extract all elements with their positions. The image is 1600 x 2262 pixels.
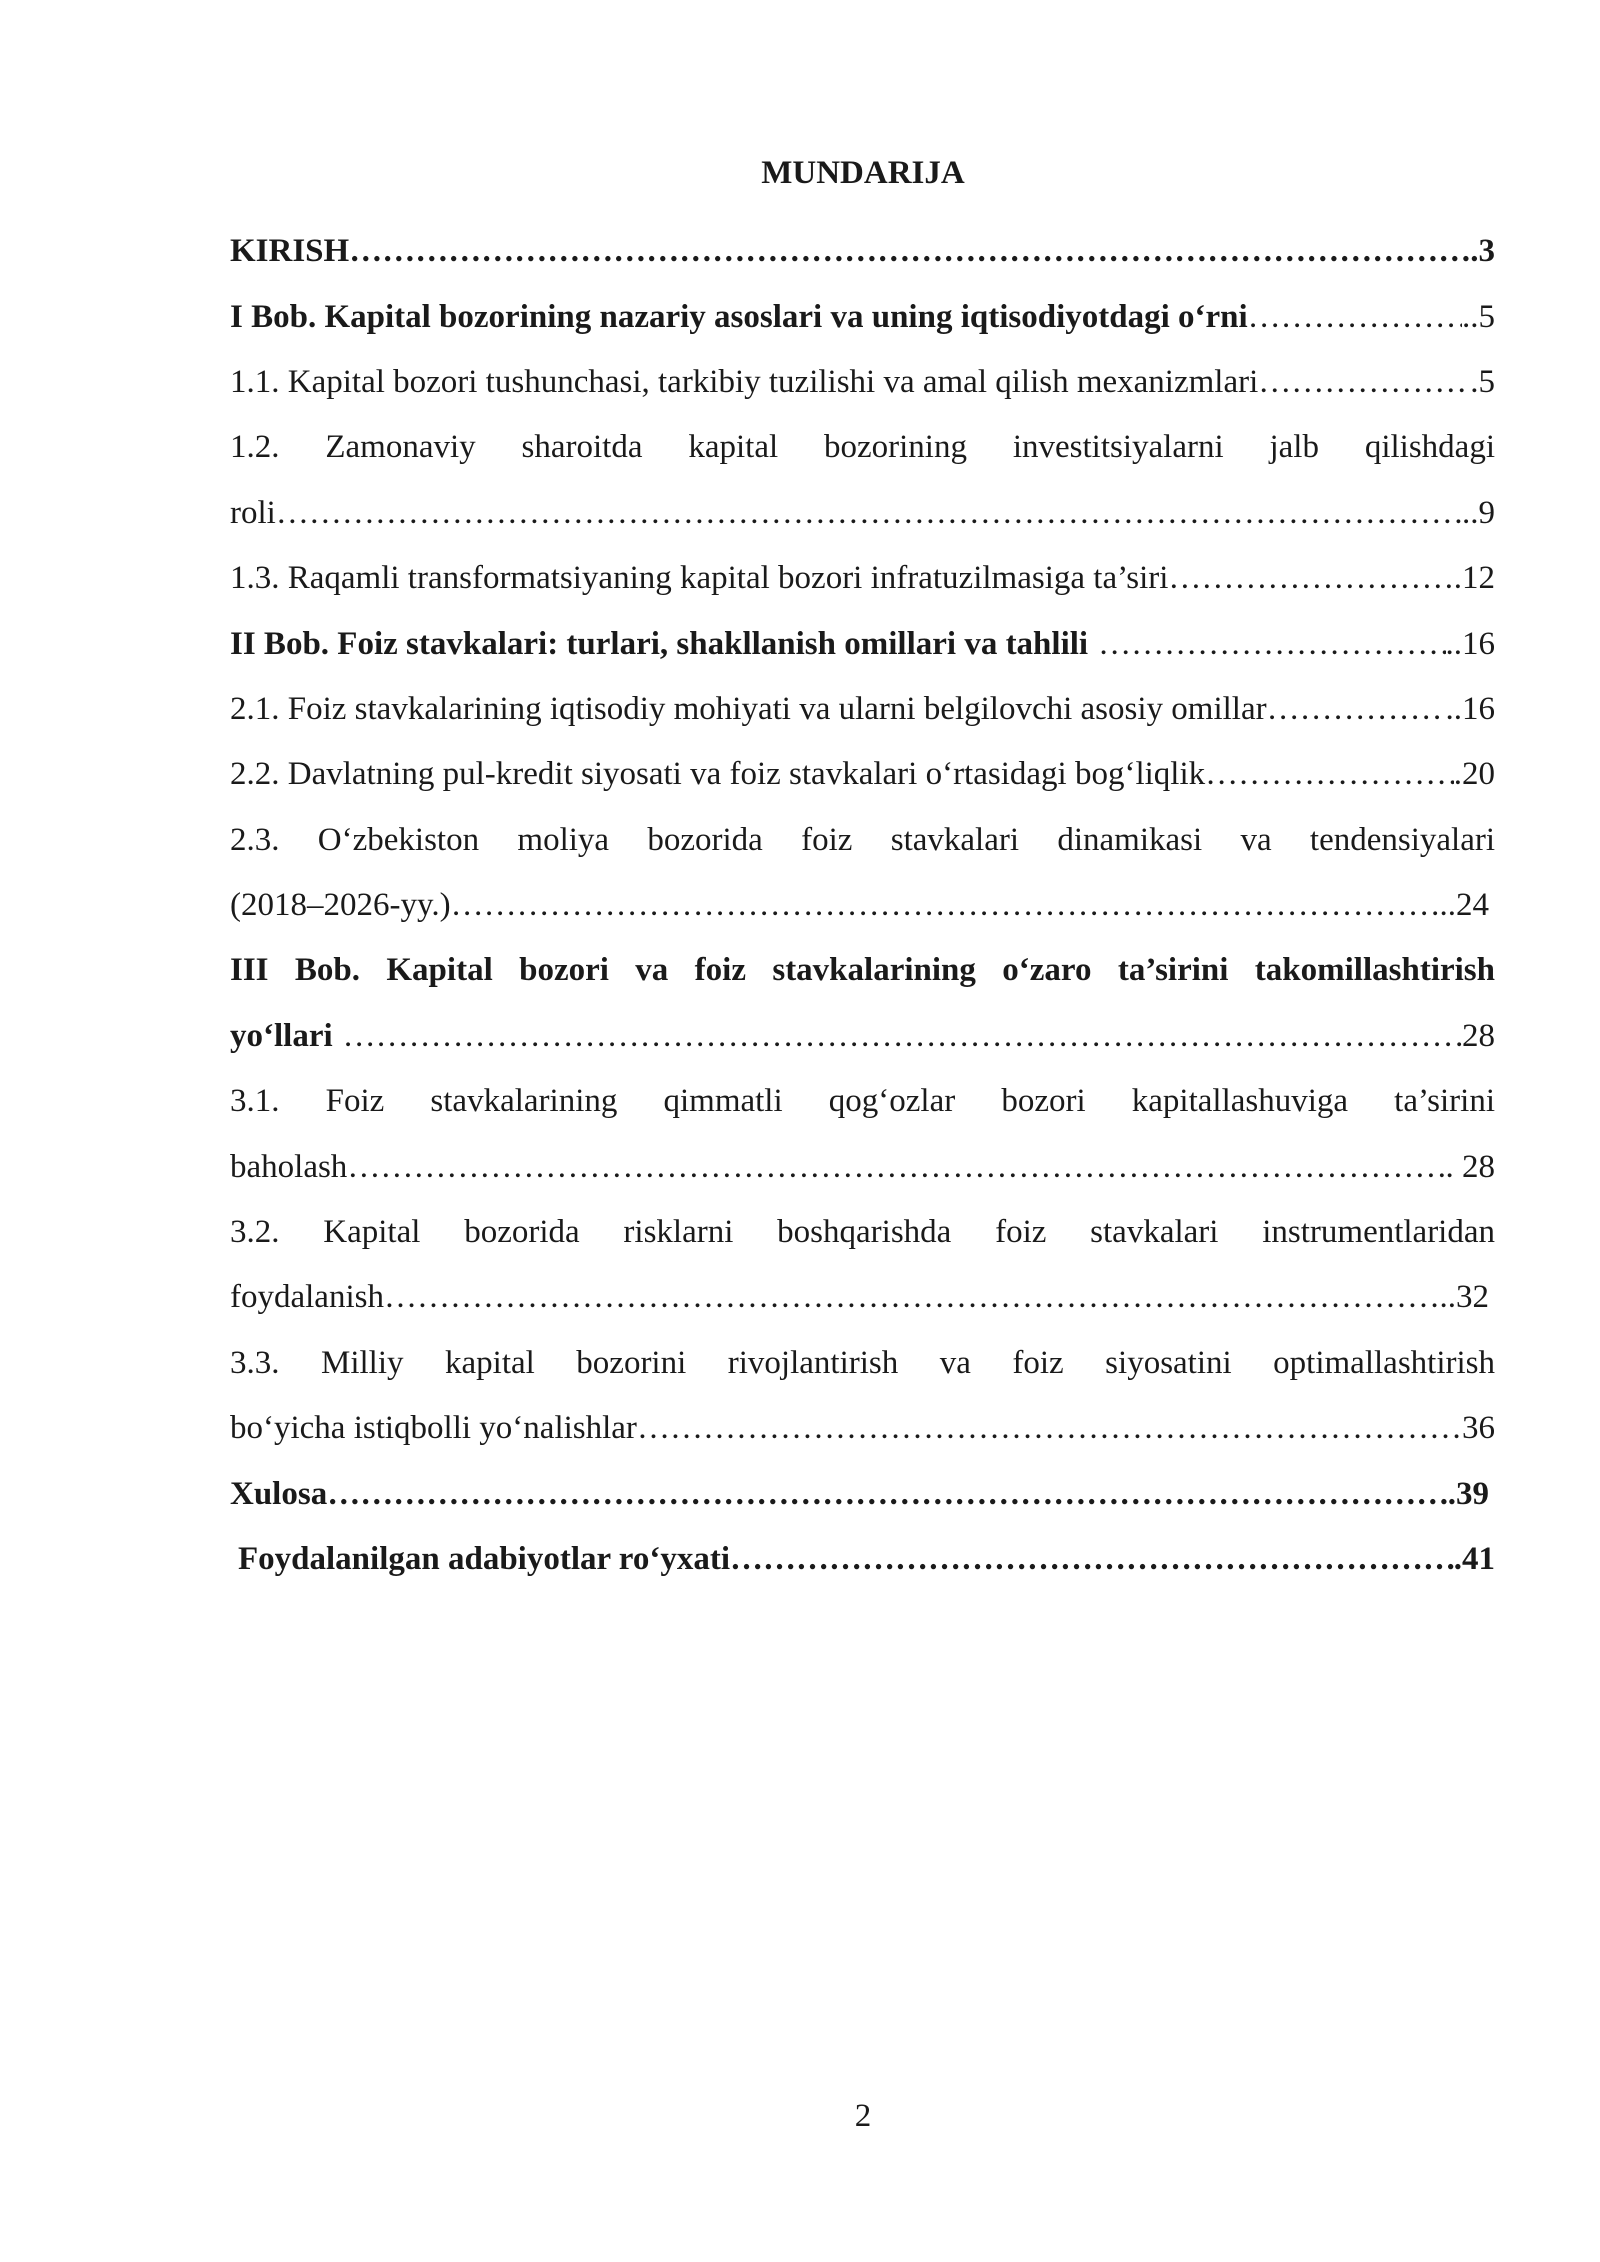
toc-entry-section-1-2-line2 <box>230 481 1495 546</box>
toc-entry-title: foydalanish <box>230 1279 384 1316</box>
toc-page-number: ..5 <box>1462 298 1495 335</box>
toc-page-number: ..16 <box>1445 690 1495 727</box>
toc-entry-title: KIRISH <box>230 233 350 270</box>
toc-page-number: ..24 <box>1439 887 1489 924</box>
toc-entry-title: Xulosa <box>230 1475 328 1512</box>
dot-leader <box>349 233 1470 270</box>
toc-entry-adabiyotlar <box>230 1527 1495 1592</box>
toc-entry-chapter-2 <box>230 611 1495 676</box>
toc-page-number: .5 <box>1470 363 1495 400</box>
dot-leader <box>1088 626 1445 663</box>
toc-page-number: .12 <box>1453 560 1495 597</box>
toc-entry-kirish <box>230 219 1495 284</box>
toc-entry-xulosa <box>230 1461 1495 1526</box>
toc-entry-title: 2.1. Foiz stavkalarining iqtisodiy mohiyati va ularni belgilovchi asosiy omillar <box>230 690 1267 727</box>
toc-entry-title: baholash <box>230 1148 348 1185</box>
toc-entry-title: (2018–2026-yy.) <box>230 887 451 924</box>
toc-entry-section-2-2 <box>230 742 1495 807</box>
toc-page-number: .20 <box>1453 756 1495 793</box>
dot-leader <box>347 1149 1445 1186</box>
toc-entry-title: roli <box>230 494 276 531</box>
toc-entry-section-2-3-line2 <box>230 873 1495 938</box>
toc-entry-title: 2.2. Davlatning pul-kredit siyosati va foiz stavkalari o‘rtasidagi bog‘liqlik <box>230 756 1206 793</box>
toc-entry-section-1-3 <box>230 546 1495 611</box>
toc-entry-section-3-2-line2 <box>230 1265 1495 1330</box>
toc-entry-title: Foydalanilgan adabiyotlar ro‘yxati <box>238 1541 731 1577</box>
toc-page-number: .3 <box>1470 233 1495 270</box>
toc-entry-title: 1.3. Raqamli transformatsiyaning kapital bozori infratuzilmasiga ta’siri <box>230 560 1169 597</box>
toc-page-number: .39 <box>1447 1475 1489 1512</box>
toc-entry-section-2-1 <box>230 677 1495 742</box>
dot-leader <box>1168 560 1453 597</box>
dot-leader <box>1258 364 1470 401</box>
dot-leader <box>1205 756 1454 793</box>
toc-page-number: 36 <box>1462 1410 1495 1447</box>
page-number: 2 <box>854 2098 872 2134</box>
toc-page-number: 28 <box>1462 1017 1495 1054</box>
toc-page-number: ..32 <box>1439 1279 1489 1316</box>
page-title: MUNDARIJA <box>761 155 965 191</box>
dot-leader <box>451 887 1440 924</box>
toc-entry-chapter-3-line1: III Bob. Kapital bozori va foiz stavkalarining o‘zaro ta’sirini takomillashtirish <box>230 952 1495 989</box>
toc-page-number: . 28 <box>1445 1148 1495 1185</box>
toc-entry-section-3-1-line1: 3.1. Foiz stavkalarining qimmatli qog‘ozlar bozori kapitallashuviga ta’sirini <box>230 1083 1495 1120</box>
toc-entry-section-3-2-line1: 3.2. Kapital bozorida risklarni boshqarishda foiz stavkalari instrumentlaridan <box>230 1213 1495 1250</box>
toc-entry-section-3-3-line2 <box>230 1396 1495 1461</box>
toc-page-number: .41 <box>1453 1541 1495 1577</box>
toc-page-number: ..16 <box>1445 625 1495 662</box>
dot-leader <box>1267 691 1446 728</box>
dot-leader <box>333 1018 1462 1055</box>
toc-entry-section-2-3-line1: 2.3. O‘zbekiston moliya bozorida foiz stavkalari dinamikasi va tendensiyalari <box>230 821 1495 858</box>
dot-leader <box>327 1476 1448 1513</box>
dot-leader <box>276 495 1462 532</box>
toc-entry-title: I Bob. Kapital bozorining nazariy asoslari va uning iqtisodiyotdagi o‘rni <box>230 298 1248 335</box>
toc-entry-section-3-1-line2 <box>230 1134 1495 1199</box>
toc-page-number: ..9 <box>1462 494 1495 531</box>
toc-entry-title: 1.1. Kapital bozori tushunchasi, tarkibiy tuzilishi va amal qilish mexanizmlari <box>230 363 1259 400</box>
dot-leader <box>637 1410 1462 1447</box>
dot-leader <box>1248 299 1462 336</box>
toc-entry-section-3-3-line1: 3.3. Milliy kapital bozorini rivojlantirish va foiz siyosatini optimallashtirish <box>230 1344 1495 1381</box>
toc-entry-title: bo‘yicha istiqbolli yo‘nalishlar <box>230 1410 637 1447</box>
toc-entry-section-1-1 <box>230 350 1495 415</box>
toc-entry-chapter-1 <box>230 284 1495 349</box>
toc-entry-chapter-3-line2 <box>230 1004 1495 1069</box>
dot-leader <box>730 1541 1454 1578</box>
toc-entry-section-1-2-line1: 1.2. Zamonaviy sharoitda kapital bozorining investitsiyalarni jalb qilishdagi <box>230 429 1495 466</box>
dot-leader <box>384 1279 1440 1316</box>
table-of-contents <box>230 219 1495 1592</box>
toc-entry-title: yo‘llari <box>230 1017 333 1054</box>
toc-entry-title: II Bob. Foiz stavkalari: turlari, shakllanish omillari va tahlili <box>230 625 1089 662</box>
